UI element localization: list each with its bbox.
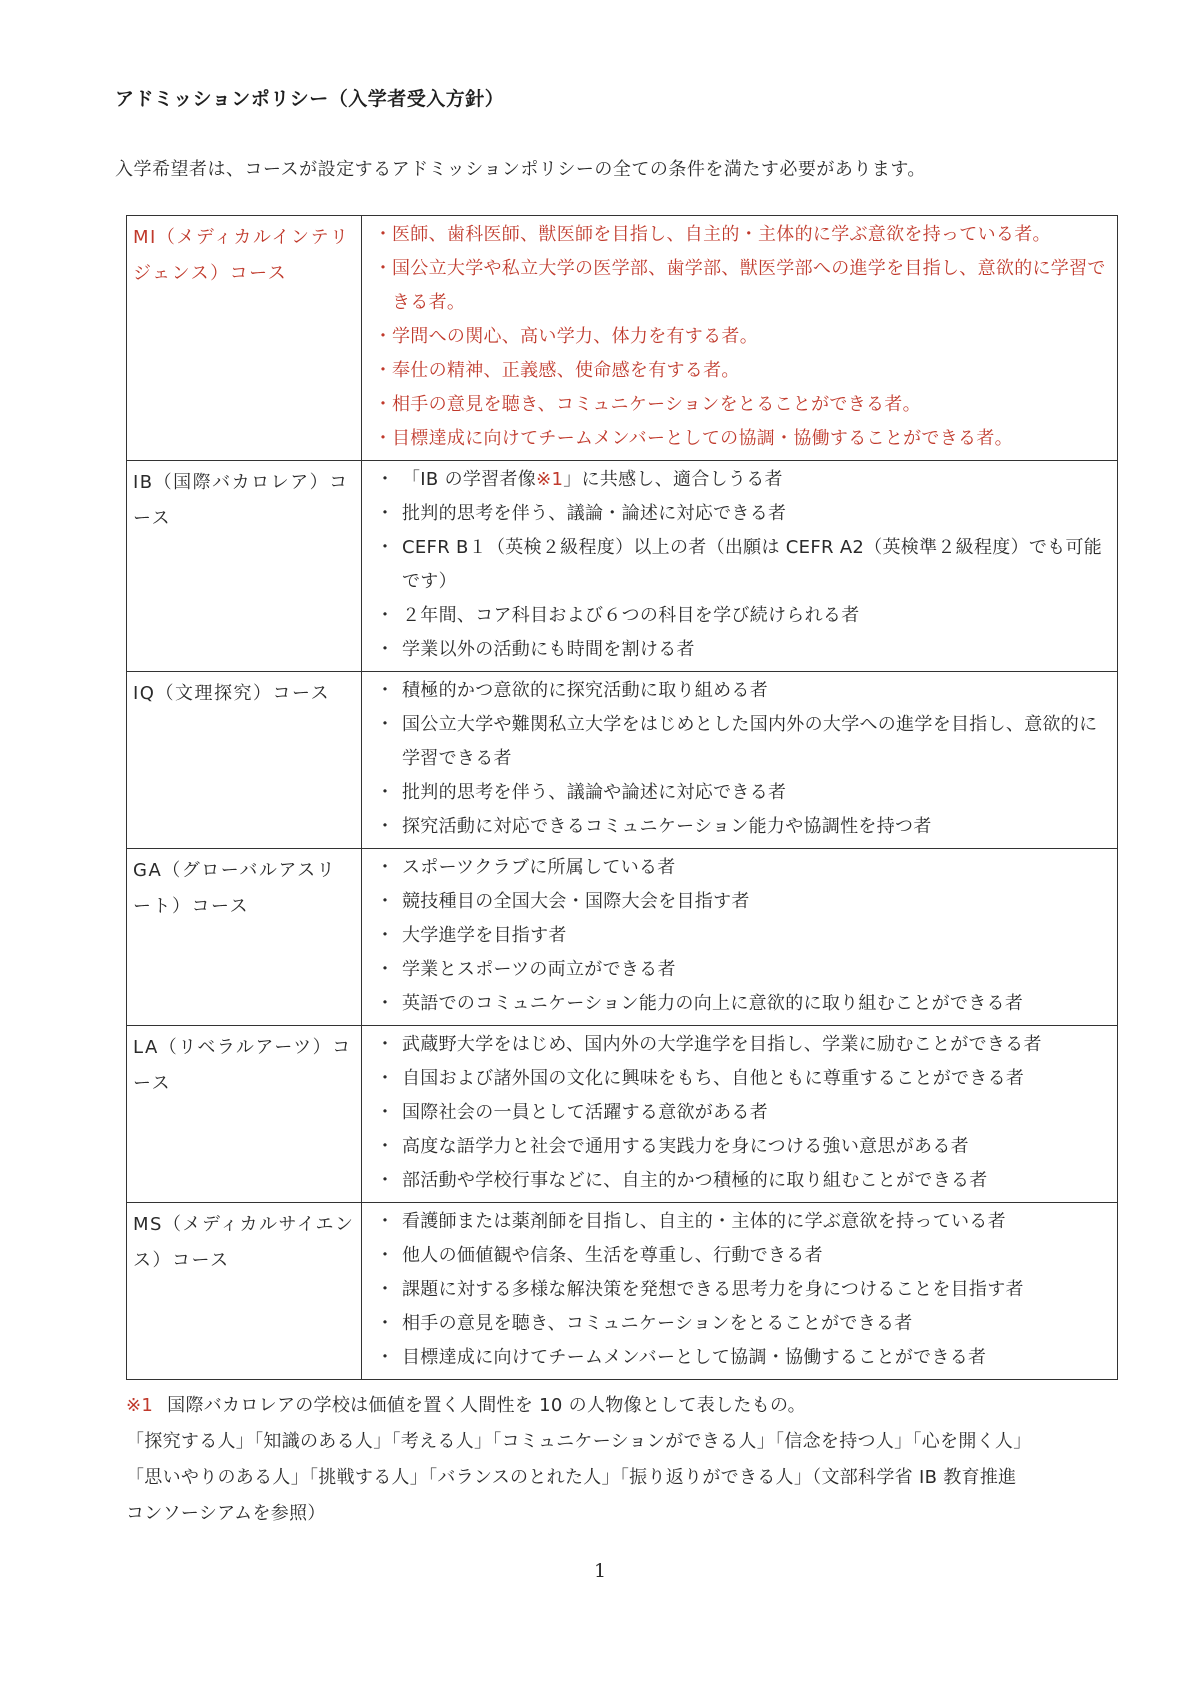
criteria-text: 積極的かつ意欲的に探究活動に取り組める者	[402, 680, 768, 701]
bullet-mark: ・	[376, 1313, 395, 1334]
bullet-mark: ・	[376, 503, 395, 524]
list-item	[372, 218, 1113, 252]
bullet-mark: ・	[376, 680, 395, 701]
course-row	[127, 672, 1118, 849]
criteria-text: 医師、歯科医師、獣医師を目指し、自主的・主体的に学ぶ意欲を持っている者。	[392, 224, 1051, 245]
criteria-text: ２年間、コア科目および６つの科目を学び続けられる者	[402, 605, 860, 626]
criteria-text: スポーツクラブに所属している者	[402, 857, 676, 878]
footnote-line-2: 「探究する人」「知識のある人」「考える人」「コミュニケーションができる人」「信念を持つ人」「心を開く人」	[126, 1431, 1032, 1452]
criteria-text: 課題に対する多様な解決策を発想できる思考力を身につけることを目指す者	[402, 1279, 1024, 1300]
course-criteria	[362, 216, 1118, 461]
list-item	[372, 674, 1113, 708]
course-row	[127, 461, 1118, 672]
page-number: 1	[593, 1560, 607, 1582]
bullet-mark: ・	[376, 1102, 395, 1123]
criteria-list	[372, 674, 1113, 844]
criteria-text: 批判的思考を伴う、議論・論述に対応できる者	[402, 503, 787, 524]
criteria-text: 「IB の学習者像	[402, 469, 537, 490]
criteria-text: 他人の価値観や信条、生活を尊重し、行動できる者	[402, 1245, 823, 1266]
list-item	[372, 851, 1113, 885]
list-item	[372, 919, 1113, 953]
list-item	[372, 422, 1113, 456]
bullet-mark: ・	[376, 816, 395, 837]
course-criteria	[362, 1026, 1118, 1203]
criteria-text: 看護師または薬剤師を目指し、自主的・主体的に学ぶ意欲を持っている者	[402, 1211, 1006, 1232]
criteria-text: 目標達成に向けてチームメンバーとしての協調・協働することができる者。	[392, 428, 1013, 449]
list-item	[372, 1164, 1113, 1198]
course-row	[127, 1026, 1118, 1203]
criteria-text: CEFR B１（英検２級程度）以上の者（出願は CEFR A2（英検準２級程度）でも可能です）	[402, 537, 1103, 592]
bullet-mark: ・	[376, 891, 395, 912]
criteria-text: 武蔵野大学をはじめ、国内外の大学進学を目指し、学業に励むことができる者	[402, 1034, 1042, 1055]
bullet-mark: ・	[376, 1170, 395, 1191]
bullet-mark: ・	[376, 605, 395, 626]
criteria-list	[372, 1205, 1113, 1375]
list-item	[372, 776, 1113, 810]
course-row	[127, 216, 1118, 461]
criteria-list	[372, 463, 1113, 667]
bullet-mark: ・	[376, 1279, 395, 1300]
criteria-text: 奉仕の精神、正義感、使命感を有する者。	[392, 360, 740, 381]
page-title: アドミッションポリシー（入学者受入方針）	[115, 88, 505, 110]
list-item	[372, 531, 1113, 599]
bullet-mark: ・	[374, 428, 393, 449]
footnote-text: 国際バカロレアの学校は価値を置く人間性を 10 の人物像として表したもの。	[167, 1395, 806, 1416]
list-item	[372, 1096, 1113, 1130]
criteria-text: 自国および諸外国の文化に興味をもち、自他ともに尊重することができる者	[402, 1068, 1025, 1089]
bullet-mark: ・	[376, 714, 395, 735]
list-item	[372, 1307, 1113, 1341]
criteria-list	[372, 851, 1113, 1021]
criteria-text: 国際社会の一員として活躍する意欲がある者	[402, 1102, 768, 1123]
course-name: IQ（文理探究）コース	[127, 672, 362, 849]
list-item	[372, 1239, 1113, 1273]
list-item	[372, 633, 1113, 667]
bullet-mark: ・	[376, 1136, 395, 1157]
course-name: IB（国際バカロレア）コース	[127, 461, 362, 672]
criteria-text: 目標達成に向けてチームメンバーとして協調・協働することができる者	[402, 1347, 987, 1368]
criteria-text: 学問への関心、高い学力、体力を有する者。	[392, 326, 758, 347]
course-criteria	[362, 1203, 1118, 1380]
list-item	[372, 810, 1113, 844]
bullet-mark: ・	[376, 1034, 395, 1055]
footnote-reference: ※1	[536, 469, 564, 490]
bullet-mark: ・	[376, 959, 395, 980]
bullet-mark: ・	[374, 224, 393, 245]
course-name: LA（リベラルアーツ）コース	[127, 1026, 362, 1203]
criteria-text: 英語でのコミュニケーション能力の向上に意欲的に取り組むことができる者	[402, 993, 1024, 1014]
list-item	[372, 1028, 1113, 1062]
bullet-mark: ・	[374, 360, 393, 381]
bullet-mark: ・	[376, 1068, 395, 1089]
bullet-mark: ・	[374, 258, 393, 279]
bullet-mark: ・	[374, 326, 393, 347]
list-item	[372, 497, 1113, 531]
course-name: MI（メディカルインテリジェンス）コース	[127, 216, 362, 461]
list-item	[372, 1130, 1113, 1164]
criteria-text: 批判的思考を伴う、議論や論述に対応できる者	[402, 782, 787, 803]
list-item	[372, 252, 1113, 320]
list-item	[372, 320, 1113, 354]
bullet-mark: ・	[376, 1245, 395, 1266]
bullet-mark: ・	[376, 925, 395, 946]
bullet-mark: ・	[376, 469, 395, 490]
bullet-mark: ・	[376, 993, 395, 1014]
criteria-text: 国公立大学や難関私立大学をはじめとした国内外の大学への進学を目指し、意欲的に学習できる者	[402, 714, 1098, 769]
list-item	[372, 1341, 1113, 1375]
criteria-list	[372, 218, 1113, 456]
bullet-mark: ・	[376, 1347, 395, 1368]
footnote-line-3: 「思いやりのある人」「挑戦する人」「バランスのとれた人」「振り返りができる人」（文部科学省 IB 教育推進	[126, 1467, 1017, 1488]
criteria-text: 」に共感し、適合しうる者	[563, 469, 783, 490]
bullet-mark: ・	[376, 857, 395, 878]
footnote-line-4: コンソーシアムを参照）	[126, 1503, 326, 1524]
list-item	[372, 1062, 1113, 1096]
footnote-line-1	[126, 1388, 1126, 1424]
course-criteria	[362, 849, 1118, 1026]
list-item	[372, 599, 1113, 633]
list-item	[372, 1273, 1113, 1307]
bullet-mark: ・	[376, 1211, 395, 1232]
bullet-mark: ・	[376, 782, 395, 803]
criteria-text: 学業とスポーツの両立ができる者	[402, 959, 676, 980]
course-name: GA（グローバルアスリート）コース	[127, 849, 362, 1026]
bullet-mark: ・	[376, 537, 395, 558]
course-name: MS（メディカルサイエンス）コース	[127, 1203, 362, 1380]
course-criteria	[362, 672, 1118, 849]
list-item	[372, 885, 1113, 919]
criteria-text: 相手の意見を聴き、コミュニケーションをとることができる者	[402, 1313, 913, 1334]
criteria-text: 探究活動に対応できるコミュニケーション能力や協調性を持つ者	[402, 816, 932, 837]
criteria-text: 高度な語学力と社会で通用する実践力を身につける強い意思がある者	[402, 1136, 969, 1157]
criteria-text: 競技種目の全国大会・国際大会を目指す者	[402, 891, 750, 912]
list-item	[372, 388, 1113, 422]
criteria-text: 相手の意見を聴き、コミュニケーションをとることができる者。	[392, 394, 921, 415]
bullet-mark: ・	[376, 639, 395, 660]
intro-text: 入学希望者は、コースが設定するアドミッションポリシーの全ての条件を満たす必要があります。	[115, 159, 926, 180]
criteria-text: 大学進学を目指す者	[402, 925, 567, 946]
list-item	[372, 987, 1113, 1021]
criteria-list	[372, 1028, 1113, 1198]
list-item	[372, 1205, 1113, 1239]
course-criteria	[362, 461, 1118, 672]
list-item	[372, 953, 1113, 987]
footnote-mark: ※1	[126, 1395, 154, 1416]
list-item	[372, 354, 1113, 388]
course-row	[127, 1203, 1118, 1380]
footnote	[126, 1388, 1126, 1532]
list-item	[372, 708, 1113, 776]
admission-policy-table	[126, 215, 1118, 1380]
course-row	[127, 849, 1118, 1026]
criteria-text: 国公立大学や私立大学の医学部、歯学部、獣医学部への進学を目指し、意欲的に学習できる者。	[392, 258, 1106, 313]
bullet-mark: ・	[374, 394, 393, 415]
list-item	[372, 463, 1113, 497]
criteria-text: 学業以外の活動にも時間を割ける者	[402, 639, 695, 660]
criteria-text: 部活動や学校行事などに、自主的かつ積極的に取り組むことができる者	[402, 1170, 988, 1191]
